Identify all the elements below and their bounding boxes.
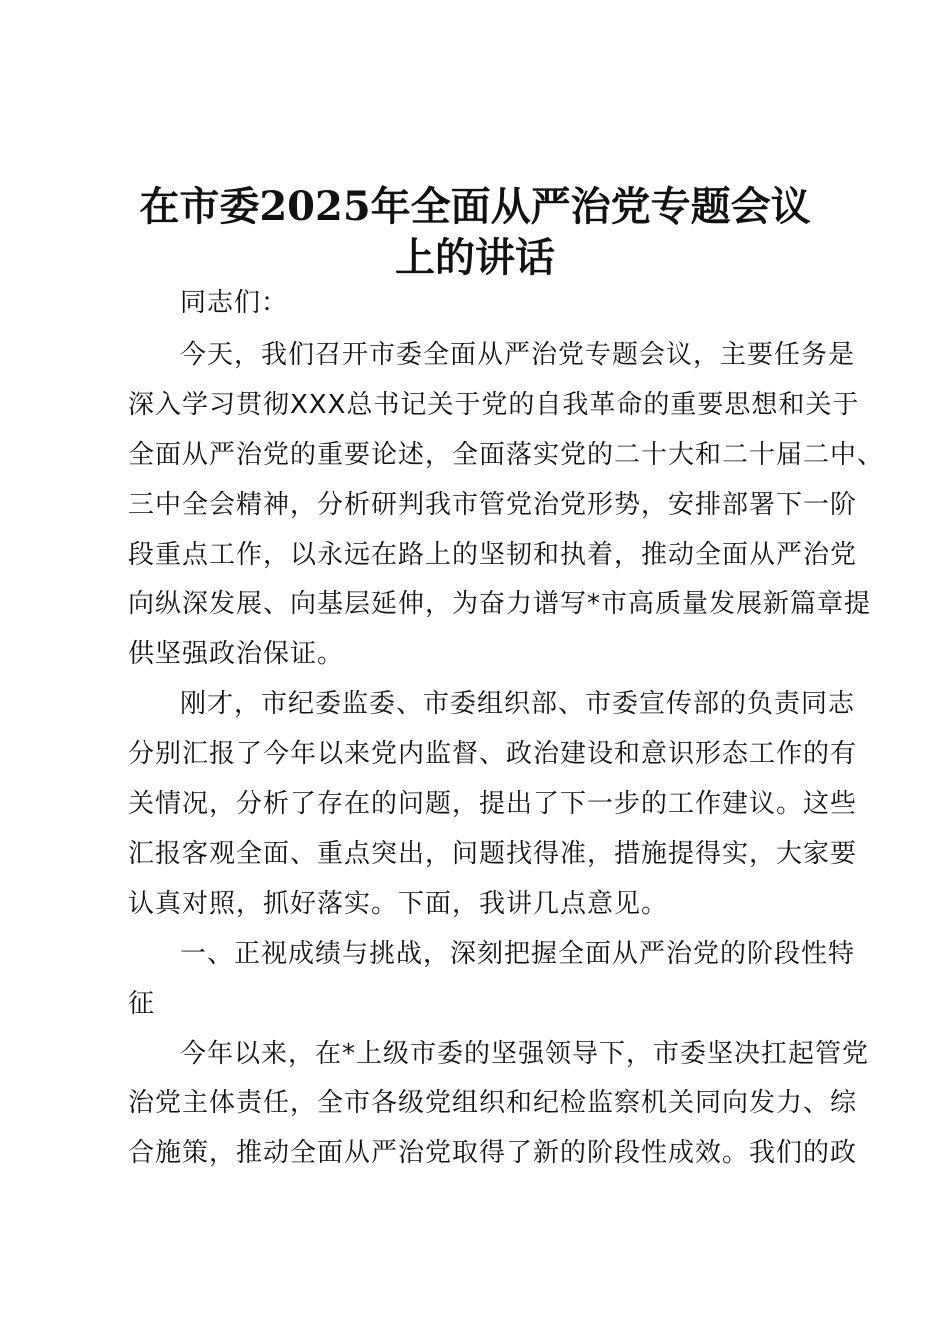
paragraph-line: 关情况，分析了存在的问题，提出了下一步的工作建议。这些 bbox=[128, 789, 858, 819]
paragraph-line: 分别汇报了今年以来党内监督、政治建设和意识形态工作的有 bbox=[128, 739, 858, 769]
paragraph-line: 刚才，市纪委监委、市委组织部、市委宣传部的负责同志 bbox=[180, 689, 856, 719]
paragraph-line: 治党主体责任，全市各级党组织和纪检监察机关同向发力、综 bbox=[128, 1088, 858, 1118]
paragraph-line: 认真对照，抓好落实。下面，我讲几点意见。 bbox=[128, 889, 669, 919]
paragraph-line: 今年以来，在*上级市委的坚强领导下，市委坚决扛起管党 bbox=[180, 1039, 870, 1069]
section-heading-line: 征 bbox=[128, 989, 156, 1019]
paragraph-line: 汇报客观全面、重点突出，问题找得准，措施提得实，大家要 bbox=[128, 839, 858, 869]
paragraph-line: 三中全会精神，分析研判我市管党治党形势，安排部署下一阶 bbox=[128, 490, 858, 520]
salutation: 同志们： bbox=[180, 288, 289, 318]
document-title-line-2: 上的讲话 bbox=[395, 234, 555, 281]
paragraph-line: 供坚强政治保证。 bbox=[128, 639, 345, 669]
paragraph-line: 合施策，推动全面从严治党取得了新的阶段性成效。我们的政 bbox=[128, 1138, 858, 1168]
paragraph-line: 今天，我们召开市委全面从严治党专题会议，主要任务是 bbox=[180, 340, 856, 370]
paragraph-line: 段重点工作，以永远在路上的坚韧和执着，推动全面从严治党 bbox=[128, 540, 858, 570]
paragraph-line: 全面从严治党的重要论述，全面落实党的二十大和二十届二中、 bbox=[128, 440, 885, 470]
section-heading-line: 一、正视成绩与挑战，深刻把握全面从严治党的阶段性特 bbox=[180, 939, 856, 969]
document-title-line-1: 在市委2025年全面从严治党专题会议 bbox=[139, 183, 811, 230]
paragraph-line: 向纵深发展、向基层延伸，为奋力谱写*市高质量发展新篇章提 bbox=[128, 589, 872, 619]
paragraph-line: 深入学习贯彻XXX总书记关于党的自我革命的重要思想和关于 bbox=[128, 390, 860, 420]
